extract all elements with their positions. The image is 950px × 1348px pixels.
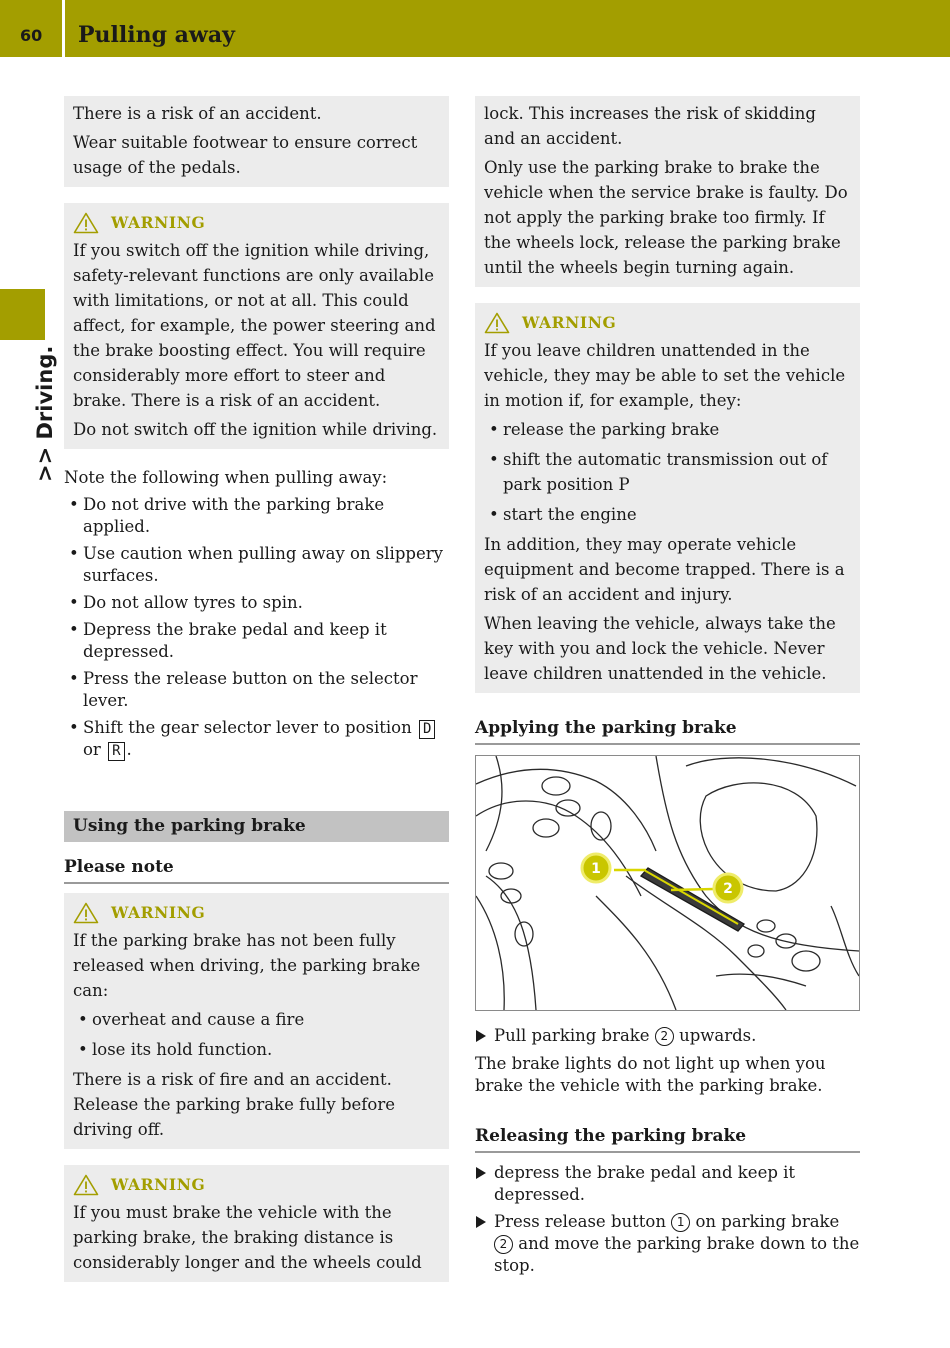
list-item: • Depress the brake pedal and keep it depressed. bbox=[64, 619, 449, 663]
list-item: • Use caution when pulling away on slippery surfaces. bbox=[64, 543, 449, 587]
warning-text: If you leave children unattended in the vehicle, they may be able to set the vehicle in motion if, for example, they: bbox=[484, 341, 846, 410]
step-text: upwards. bbox=[679, 1026, 757, 1045]
list-item-text: . bbox=[126, 740, 132, 759]
section-title: Using the parking brake bbox=[64, 811, 449, 842]
subheading-releasing: Releasing the parking brake bbox=[475, 1123, 860, 1153]
warning-text: Do not switch off the ignition while driving. bbox=[73, 420, 438, 439]
list-item: • shift the automatic transmission out of park position P bbox=[484, 447, 851, 497]
list-item: • start the engine bbox=[484, 502, 851, 527]
intro-text: Note the following when pulling away: bbox=[64, 468, 388, 487]
subheading-applying: Applying the parking brake bbox=[475, 715, 860, 745]
callout-2: 2 bbox=[723, 881, 733, 897]
left-column bbox=[64, 96, 449, 1298]
console-drawing bbox=[476, 756, 859, 1010]
list-item-text: Shift the gear selector lever to position bbox=[83, 718, 412, 737]
warning-triangle-icon bbox=[73, 902, 99, 924]
warning-heading bbox=[73, 210, 440, 235]
warning-triangle-icon bbox=[484, 312, 510, 334]
warning-text: If you switch off the ignition while driving, safety-relevant functions are only available with limitations, or not at all. This could affect, for example, the power steering and the brake boosting effect. You will require considerably more effort to steer and brake. There is a risk of an accident. bbox=[73, 241, 436, 410]
warning-heading bbox=[73, 1172, 440, 1197]
callout-number: 1 bbox=[671, 1213, 690, 1232]
warning-heading bbox=[484, 310, 851, 335]
warning-label: WARNING bbox=[111, 1175, 206, 1194]
step-item bbox=[475, 1211, 860, 1277]
warning-box-release bbox=[64, 893, 449, 1149]
warning-text: There is a risk of fire and an accident. Release the parking brake fully before driving off. bbox=[73, 1070, 395, 1139]
parking-brake-illustration bbox=[475, 755, 860, 1011]
applying-steps bbox=[475, 1025, 860, 1047]
gear-key-r: R bbox=[108, 742, 124, 761]
warning-label: WARNING bbox=[111, 903, 206, 922]
list-item bbox=[64, 717, 449, 761]
page-number: 60 bbox=[20, 26, 43, 45]
warning-box-braking bbox=[64, 1165, 449, 1282]
pulling-away-list bbox=[64, 494, 449, 761]
warning-triangle-icon bbox=[73, 212, 99, 234]
step-item: depress the brake pedal and keep it depressed. bbox=[475, 1162, 860, 1206]
list-item: • lose its hold function. bbox=[73, 1037, 440, 1062]
gear-key-d: D bbox=[419, 720, 435, 739]
chapter-tab-marker bbox=[0, 289, 45, 340]
warning-triangle-icon bbox=[73, 1174, 99, 1196]
step-text: on parking brake bbox=[695, 1212, 840, 1231]
warning-list bbox=[73, 1007, 440, 1062]
releasing-steps bbox=[475, 1162, 860, 1277]
box-text: Only use the parking brake to brake the vehicle when the service brake is faulty. Do not apply the parking brake too firmly. If the wheels lock, release the parking brake until the wheels begin turning again. bbox=[484, 158, 848, 277]
applying-note: The brake lights do not light up when you brake the vehicle with the parking brake. bbox=[475, 1054, 826, 1095]
warning-text: When leaving the vehicle, always take the key with you and lock the vehicle. Never leave children unattended in the vehicle. bbox=[484, 614, 836, 683]
right-column bbox=[475, 96, 860, 1282]
list-item: • overheat and cause a fire bbox=[73, 1007, 440, 1032]
warning-box-ignition bbox=[64, 203, 449, 449]
warning-list bbox=[484, 417, 851, 527]
step-text: and move the parking brake down to the stop. bbox=[494, 1234, 860, 1275]
step-item bbox=[475, 1025, 860, 1047]
page-header bbox=[0, 0, 950, 57]
list-item: • release the parking brake bbox=[484, 417, 851, 442]
chapter-tab-label: >> Driving. bbox=[33, 345, 57, 482]
warning-continuation-box bbox=[64, 96, 449, 187]
warning-text: If the parking brake has not been fully released when driving, the parking brake can: bbox=[73, 931, 421, 1000]
subheading: Please note bbox=[64, 854, 449, 884]
step-text: Press release button bbox=[494, 1212, 666, 1231]
callout-number: 2 bbox=[655, 1027, 674, 1046]
warning-text: If you must brake the vehicle with the parking brake, the braking distance is considerably longer and the wheels could bbox=[73, 1203, 422, 1272]
page-title: Pulling away bbox=[78, 22, 235, 48]
box-text: Wear suitable footwear to ensure correct usage of the pedals. bbox=[73, 133, 418, 177]
warning-label: WARNING bbox=[111, 213, 206, 232]
warning-box-children bbox=[475, 303, 860, 693]
list-item: • Press the release button on the selector lever. bbox=[64, 668, 449, 712]
header-divider bbox=[62, 0, 65, 57]
box-text: lock. This increases the risk of skidding and an accident. bbox=[484, 104, 816, 148]
list-item: • Do not drive with the parking brake applied. bbox=[64, 494, 449, 538]
box-text: There is a risk of an accident. bbox=[73, 104, 322, 123]
warning-label: WARNING bbox=[522, 313, 617, 332]
warning-text: In addition, they may operate vehicle equipment and become trapped. There is a risk of an accident and injury. bbox=[484, 535, 845, 604]
step-text: Pull parking brake bbox=[494, 1026, 650, 1045]
callout-number: 2 bbox=[494, 1235, 513, 1254]
warning-continuation-box bbox=[475, 96, 860, 287]
warning-heading bbox=[73, 900, 440, 925]
callout-1: 1 bbox=[591, 861, 601, 877]
list-item: • Do not allow tyres to spin. bbox=[64, 592, 449, 614]
list-item-text: or bbox=[83, 740, 101, 759]
pulling-away-notes bbox=[64, 465, 449, 761]
